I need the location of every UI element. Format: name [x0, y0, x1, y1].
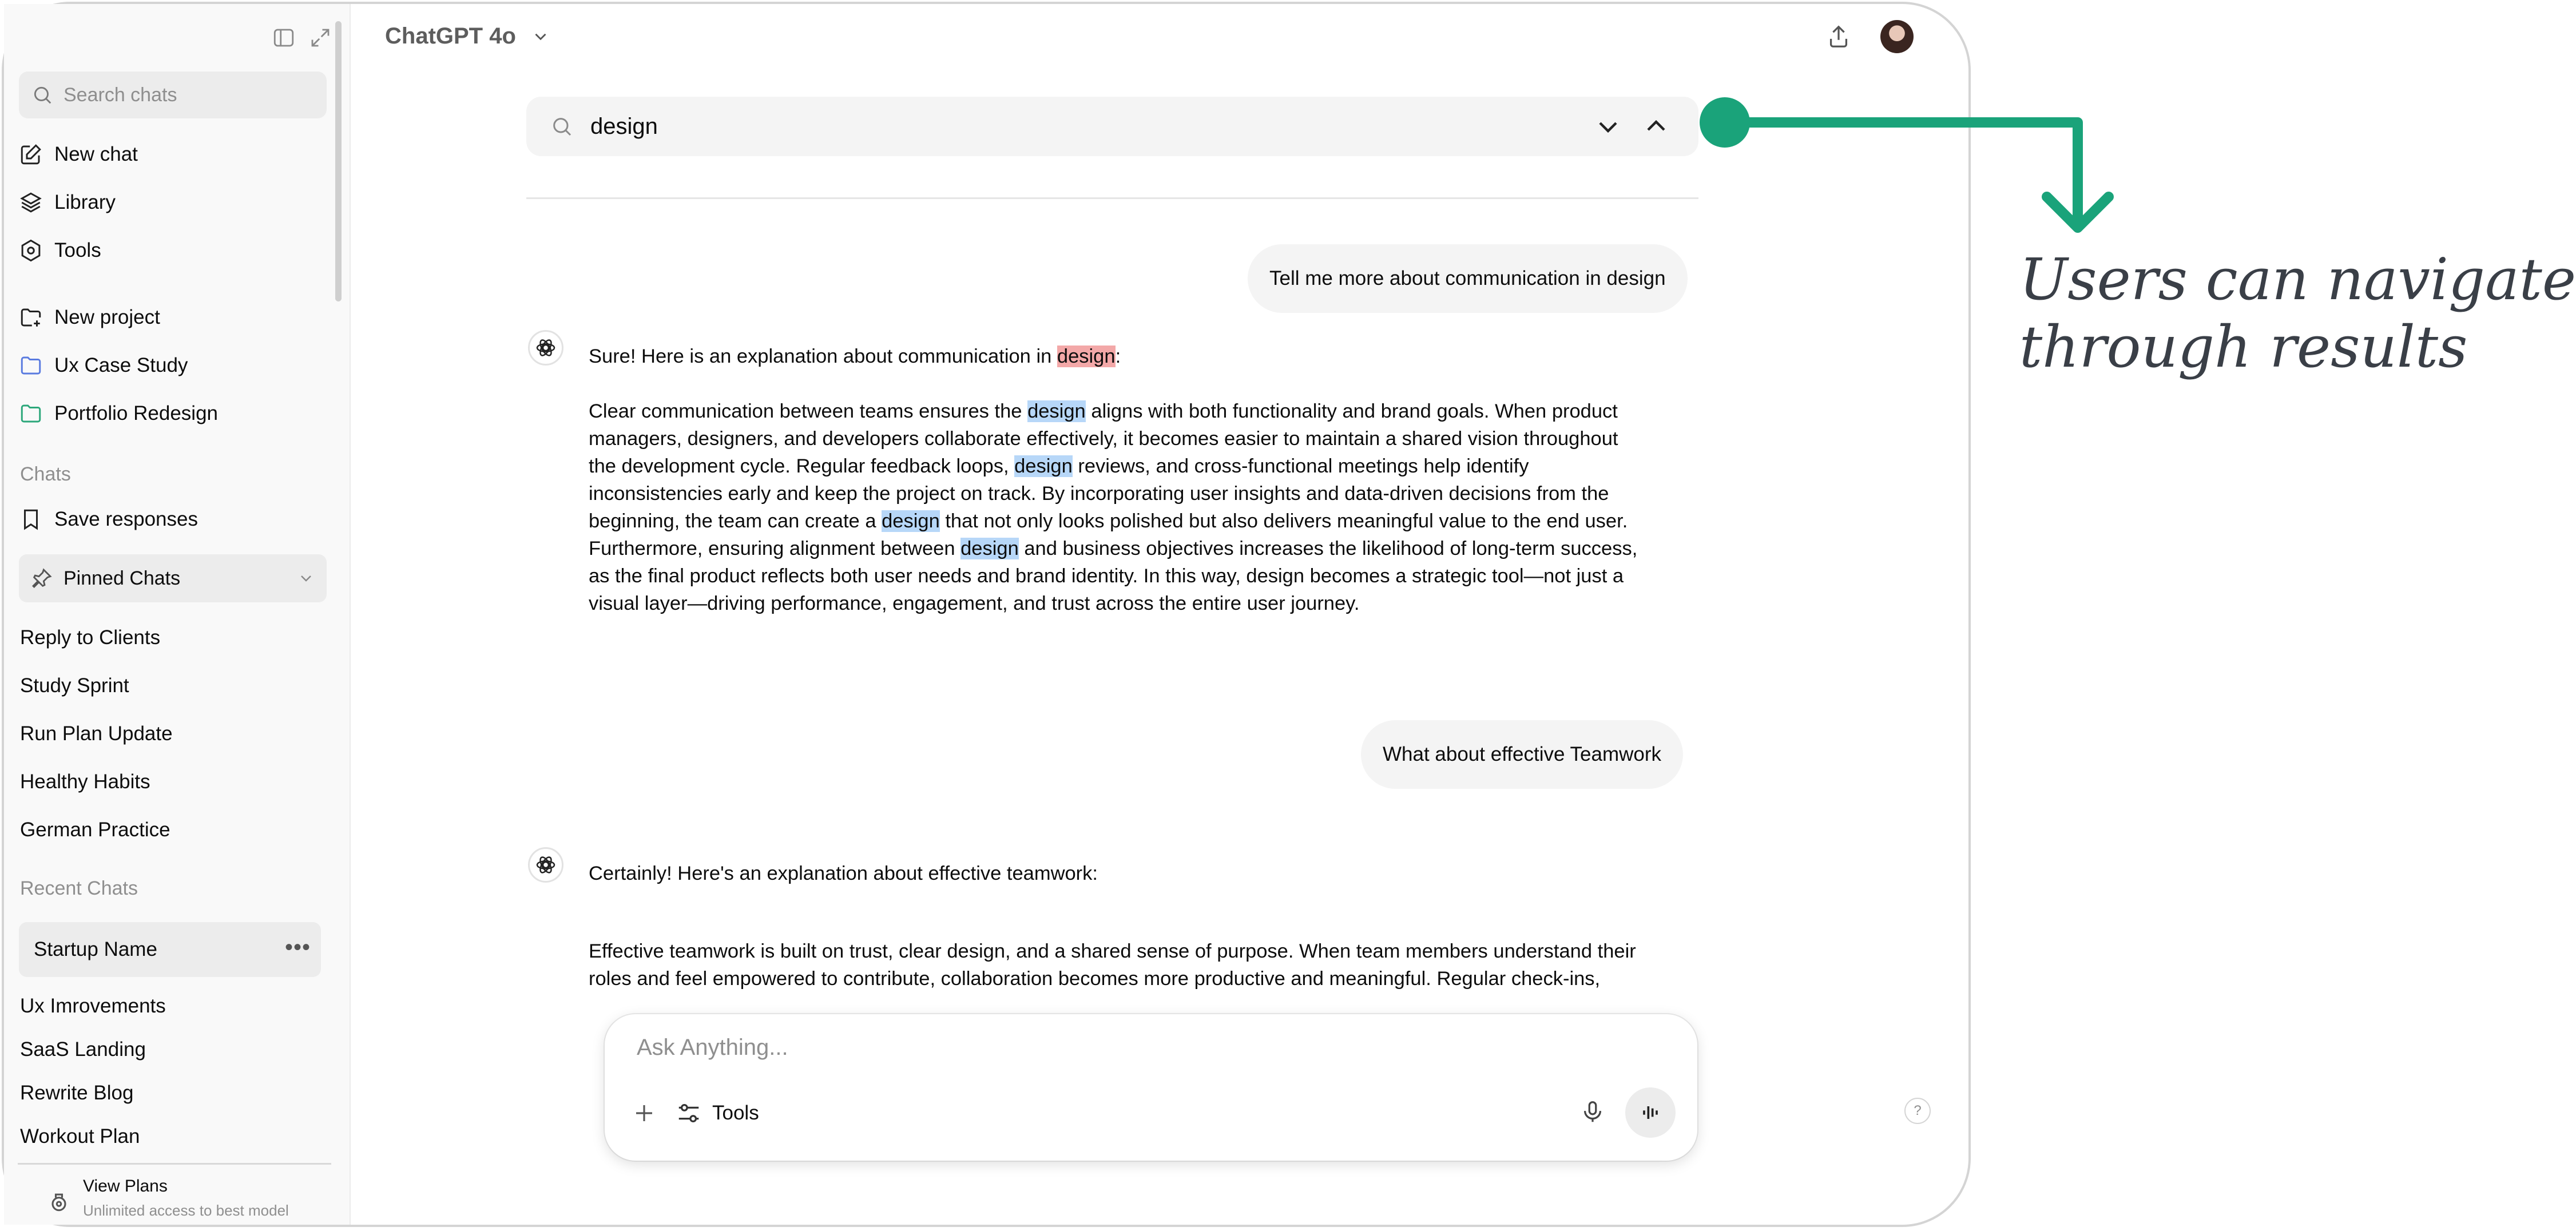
user-message: Tell me more about communication in design [1248, 244, 1688, 313]
annotation-line-1: Users can navigate [2019, 246, 2576, 313]
edit-icon [19, 142, 43, 166]
tools-icon [19, 239, 43, 263]
library-button[interactable]: Library [19, 190, 116, 215]
annotation-arrowhead [2047, 197, 2109, 228]
search-icon [550, 115, 573, 138]
more-options-icon[interactable]: ••• [284, 935, 311, 960]
message-text: that not only looks polished but also delivers meaningful value to the end user. Furthermore, ensuring alignment between [589, 510, 1628, 559]
new-project-button[interactable]: New project [19, 305, 160, 329]
sidebar-toggle-icon[interactable] [272, 26, 296, 50]
search-icon [31, 84, 53, 106]
tools-nav-button[interactable]: Tools [19, 239, 101, 263]
current-search-match: design [1057, 346, 1116, 367]
assistant-message-body: Effective teamwork is built on trust, clear design, and a shared sense of purpose. When team members understand their roles and feel empowered to contribute, collaboration becomes more productive and meaningful. Regular check-ins, [589, 940, 1636, 990]
message-text: reviews, and cross-functional meetings help identify inconsistencies early and keep the project on track. By incorporating user insights and data-driven decisions from the beginning, the team can create a [589, 455, 1609, 532]
user-message: What about effective Teamwork [1361, 720, 1683, 789]
plus-icon[interactable] [632, 1101, 656, 1125]
recent-chat-item[interactable]: Workout Plan [20, 1125, 140, 1147]
pinned-chat-item[interactable]: Healthy Habits [20, 771, 150, 793]
chevron-down-icon [531, 27, 550, 46]
microphone-icon[interactable] [1579, 1099, 1606, 1125]
search-chats-placeholder: Search chats [63, 84, 177, 106]
model-name: ChatGPT 4o [385, 23, 516, 49]
model-selector[interactable] [385, 23, 550, 49]
ask-input[interactable]: Ask Anything... [637, 1035, 788, 1060]
chevron-down-icon [297, 569, 315, 587]
project-ux-case-study[interactable]: Ux Case Study [19, 354, 188, 378]
view-plans-title: View Plans [83, 1177, 168, 1196]
folder-plus-icon [19, 305, 43, 329]
plans-icon [46, 1189, 72, 1214]
assistant-message-intro: Certainly! Here's an explanation about effective teamwork: [589, 863, 1098, 884]
sidebar [4, 4, 351, 1225]
search-chats-input[interactable] [19, 72, 327, 118]
sidebar-divider [18, 1163, 331, 1165]
recent-chat-item[interactable]: Ux Imrovements [20, 995, 166, 1017]
voice-waveform-icon [1638, 1100, 1663, 1125]
folder-icon [19, 402, 43, 426]
find-in-chat-bar[interactable] [526, 97, 1698, 156]
app-window [2, 2, 1971, 1227]
sliders-icon [676, 1100, 702, 1126]
bookmark-icon [19, 507, 43, 531]
pinned-chat-item[interactable]: German Practice [20, 819, 170, 841]
search-match: design [882, 510, 940, 532]
message-text: Clear communication between teams ensures the [589, 400, 1028, 422]
search-match: design [960, 538, 1019, 559]
new-chat-button[interactable]: New chat [19, 142, 138, 166]
recent-chat-item[interactable]: SaaS Landing [20, 1038, 146, 1061]
search-match: design [1014, 455, 1073, 477]
save-responses-button[interactable]: Save responses [19, 507, 198, 531]
project-portfolio-redesign[interactable]: Portfolio Redesign [19, 402, 218, 426]
message-text: and business objectives increases the likelihood of long-term success, as the final product reflects both user needs and brand identity. In this way, design becomes a strategic tool—not just a visual layer—driving performance, engagement, and trust across the entire user journey. [589, 538, 1638, 614]
pinned-chat-item[interactable]: Study Sprint [20, 674, 129, 697]
find-divider [526, 197, 1698, 199]
help-button[interactable]: ? [1904, 1098, 1931, 1124]
library-icon [19, 190, 43, 215]
recent-chats-heading: Recent Chats [20, 877, 138, 899]
assistant-avatar-icon [528, 330, 563, 366]
chat-main [351, 4, 1968, 1225]
pinned-chat-item[interactable]: Run Plan Update [20, 722, 173, 745]
view-plans-button[interactable] [83, 1177, 289, 1220]
pin-icon [30, 567, 53, 590]
recent-chat-item[interactable]: Rewrite Blog [20, 1082, 134, 1104]
message-text: aligns with both functionality and brand goals. When product managers, designers, and developers collaborate effectively, it becomes easier to maintain a shared vision throughout the development cycle. Regular feedback loops, [589, 400, 1618, 477]
tools-button[interactable]: Tools [676, 1100, 759, 1126]
pinned-chats-toggle[interactable]: Pinned Chats [19, 554, 327, 602]
annotation-text [2019, 246, 2576, 381]
voice-mode-button[interactable] [1625, 1087, 1676, 1138]
search-match: design [1027, 400, 1086, 422]
annotation-line-2: through results [2019, 313, 2468, 380]
next-result-chevron-down-icon[interactable] [1594, 113, 1622, 140]
chats-heading: Chats [20, 463, 71, 485]
sidebar-scrollbar[interactable] [335, 21, 342, 301]
avatar[interactable] [1880, 20, 1914, 53]
expand-icon[interactable] [308, 26, 332, 50]
find-query: design [590, 113, 658, 139]
assistant-message-body [589, 398, 1698, 617]
previous-result-chevron-up-icon[interactable] [1642, 113, 1670, 140]
pinned-chat-item[interactable]: Reply to Clients [20, 626, 161, 649]
composer[interactable] [605, 1014, 1697, 1161]
share-icon[interactable] [1825, 23, 1852, 50]
folder-icon [19, 354, 43, 378]
recent-chat-active[interactable]: Startup Name ••• [19, 922, 321, 977]
view-plans-subtitle: Unlimited access to best model [83, 1202, 289, 1219]
assistant-avatar-icon [528, 847, 563, 883]
assistant-message-intro: Sure! Here is an explanation about communication in design: [589, 346, 1121, 367]
